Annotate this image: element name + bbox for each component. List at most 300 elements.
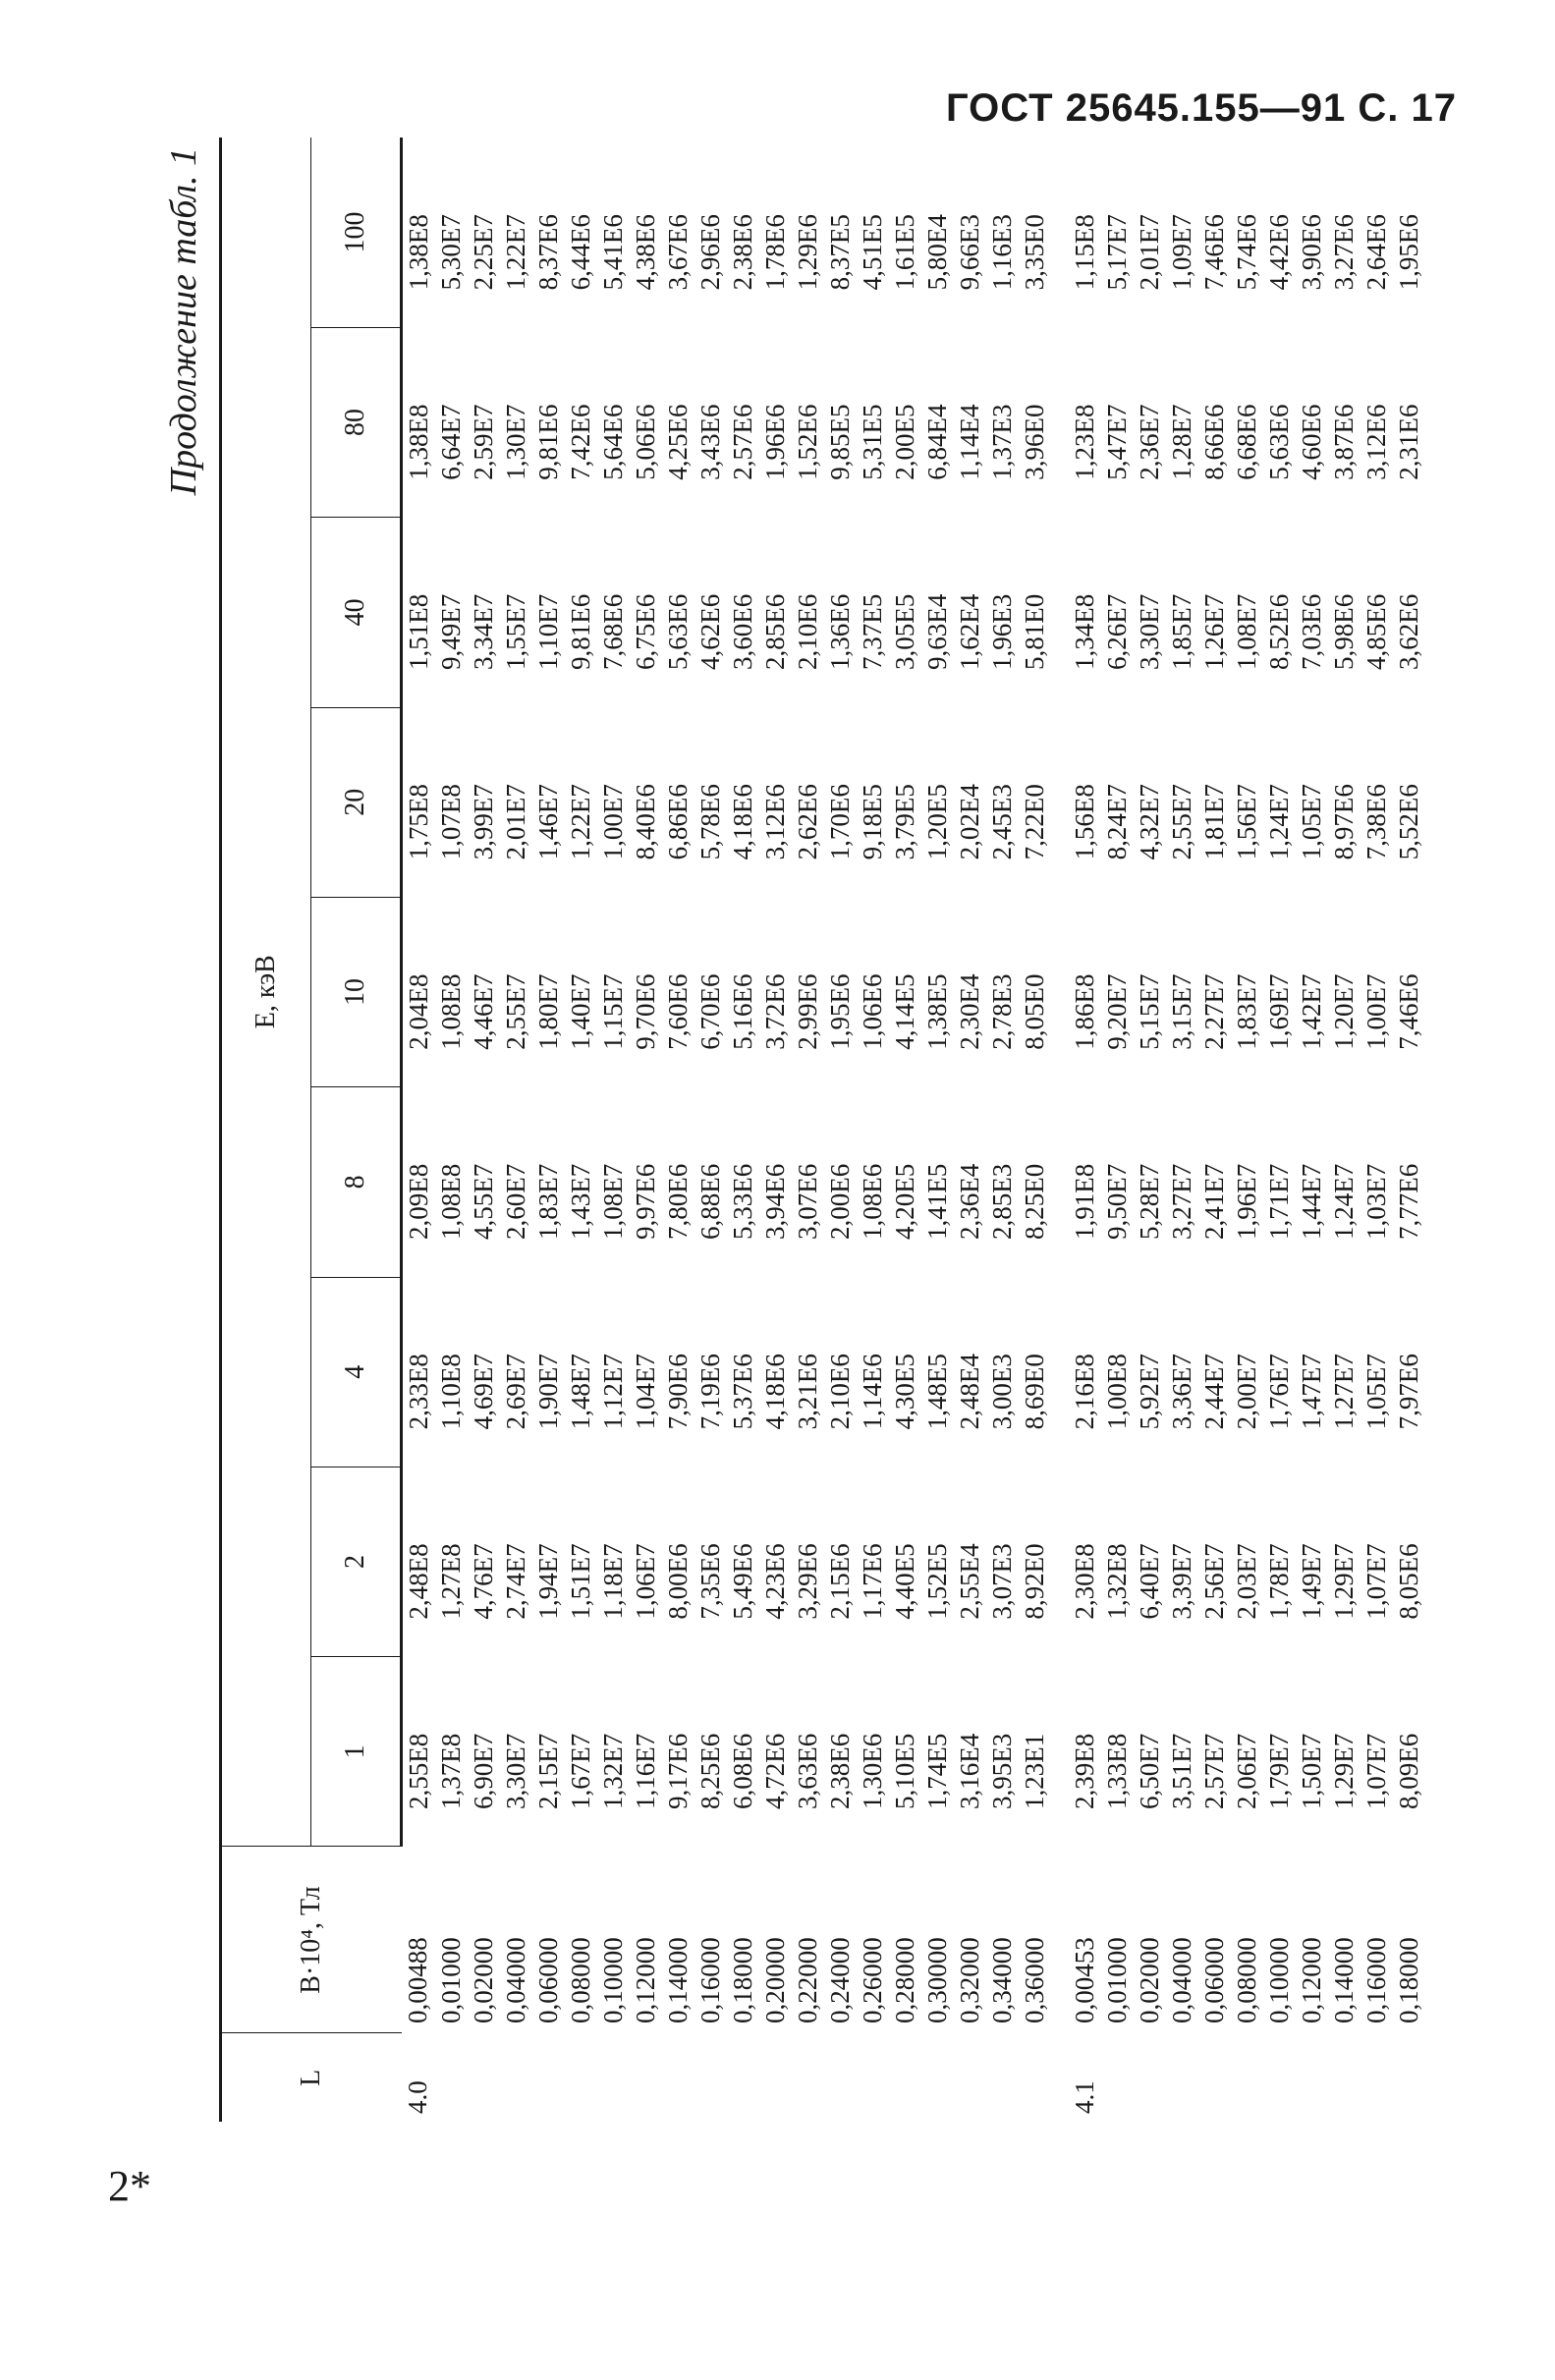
cell-value: 2,09E8 [404,1163,433,1241]
cell-value: 2,55E4 [955,1543,984,1620]
table-row [1361,138,1393,2122]
cell-value: 9,18E5 [858,784,887,860]
cell-value: 4,46E7 [469,973,498,1050]
cell-value: 1,20E7 [1329,973,1359,1050]
cell-value: 9,63E4 [922,593,952,671]
cell-l [759,2033,792,2122]
cell-value: 1,70E6 [825,784,855,860]
header-l: L [221,2033,402,2122]
cell-value: 1,43E7 [566,1163,595,1241]
cell-value: 1,05E7 [1361,1354,1391,1430]
cell-l [565,2033,597,2122]
cell-value: 1,96E7 [1232,1163,1261,1241]
header-energy: 40 [311,518,402,707]
cell-value: 2,44E7 [1199,1354,1229,1430]
cell-value: 1,07E8 [436,784,466,860]
cell-value: 5,15E7 [1135,973,1164,1050]
cell-l [597,2033,630,2122]
cell-value: 5,16E6 [728,973,757,1050]
cell-value: 1,23E8 [1070,404,1099,480]
cell-value: 1,76E7 [1264,1354,1294,1430]
cell-b: 0,22000 [793,1937,822,2023]
cell-value: 3,35E0 [1020,214,1049,291]
cell-b: 0,12000 [1297,1937,1326,2023]
cell-value: 1,41E5 [922,1163,952,1241]
cell-value: 1,29E6 [793,214,822,291]
cell-value: 1,56E7 [1232,784,1261,860]
cell-value: 2,36E7 [1135,404,1164,480]
cell-l [1393,2033,1425,2122]
table-row [759,138,792,2122]
cell-value: 8,97E6 [1329,784,1359,860]
cell-value: 3,27E7 [1167,1163,1196,1241]
cell-l [1361,2033,1393,2122]
header-energy: 2 [311,1467,402,1656]
cell-value: 4,69E7 [469,1354,498,1430]
cell-value: 6,70E6 [695,973,725,1050]
rotated-table-area [162,138,1459,2122]
cell-value: 1,20E5 [922,784,952,860]
cell-value: 2,38E6 [728,214,757,291]
cell-value: 1,15E8 [1070,214,1099,291]
cell-value: 3,16E4 [955,1733,984,1809]
cell-value: 3,05E5 [890,593,919,671]
cell-b: 0,30000 [922,1937,952,2023]
cell-value: 2,16E8 [1070,1354,1099,1430]
cell-l [1296,2033,1328,2122]
cell-b: 0,06000 [533,1937,563,2023]
cell-value: 1,46E7 [533,784,563,860]
cell-value: 2,30E4 [955,973,984,1050]
cell-value: 1,14E4 [955,404,984,480]
cell-value: 2,59E7 [469,404,498,480]
cell-value: 2,64E6 [1361,214,1391,291]
cell-value: 6,88E6 [695,1163,725,1241]
cell-value: 3,43E6 [695,404,725,480]
cell-value: 1,48E7 [566,1354,595,1430]
cell-value: 4,72E6 [760,1733,790,1809]
cell-value: 7,42E6 [566,404,595,480]
cell-value: 2,00E5 [890,404,919,480]
cell-value: 1,10E7 [533,593,563,671]
cell-value: 2,15E7 [533,1733,563,1809]
cell-b: 0,08000 [1232,1937,1261,2023]
cell-value: 1,62E4 [955,593,984,671]
cell-value: 2,48E4 [955,1354,984,1430]
table-row [1134,138,1166,2122]
cell-value: 1,32E7 [598,1733,628,1809]
cell-value: 4,42E6 [1264,214,1294,291]
cell-value: 3,07E6 [793,1163,822,1241]
cell-value: 4,62E6 [695,593,725,671]
cell-value: 1,96E6 [760,404,790,480]
cell-value: 5,52E6 [1394,784,1423,860]
cell-value: 5,06E6 [631,404,660,480]
cell-value: 7,68E6 [598,593,628,671]
cell-value: 1,56E8 [1070,784,1099,860]
cell-value: 1,18E7 [598,1543,628,1620]
cell-value: 5,64E6 [598,404,628,480]
cell-value: 1,83E7 [533,1163,563,1241]
header-energy: 100 [311,138,402,327]
cell-value: 1,49E7 [1297,1543,1326,1620]
cell-l [727,2033,759,2122]
cell-value: 5,47E7 [1102,404,1132,480]
cell-value: 6,08E6 [728,1733,757,1809]
header-energy: 10 [311,897,402,1086]
header-b: B·10⁴, Тл [221,1847,402,2033]
cell-value: 5,81E0 [1020,593,1049,671]
table-row [532,138,565,2122]
cell-l [532,2033,565,2122]
cell-b: 0,10000 [1264,1937,1294,2023]
cell-value: 5,63E6 [663,593,693,671]
cell-value: 2,99E6 [793,973,822,1050]
cell-value: 2,55E8 [404,1733,433,1809]
cell-value: 1,42E7 [1297,973,1326,1050]
cell-value: 3,21E6 [793,1354,822,1430]
cell-value: 2,01E7 [1135,214,1164,291]
table-row [500,138,532,2122]
cell-l [1263,2033,1296,2122]
cell-value: 3,39E7 [1167,1543,1196,1620]
cell-l [435,2033,468,2122]
cell-value: 4,38E6 [631,214,660,291]
cell-value: 1,51E8 [404,593,433,671]
cell-value: 1,50E7 [1297,1733,1326,1809]
cell-value: 1,47E7 [1297,1354,1326,1430]
cell-value: 8,52E6 [1264,593,1294,671]
cell-b: 0,06000 [1199,1937,1229,2023]
cell-value: 4,30E5 [890,1354,919,1430]
cell-value: 1,40E7 [566,973,595,1050]
cell-value: 8,05E0 [1020,973,1049,1050]
cell-l [630,2033,662,2122]
cell-value: 1,06E6 [858,973,887,1050]
cell-value: 2,60E7 [501,1163,530,1241]
cell-value: 1,33E8 [1102,1733,1132,1809]
cell-value: 5,92E7 [1135,1354,1164,1430]
header-energy: 1 [311,1657,402,1847]
cell-value: 1,12E7 [598,1354,628,1430]
cell-value: 4,25E6 [663,404,693,480]
cell-value: 9,50E7 [1102,1163,1132,1241]
cell-value: 1,69E7 [1264,973,1294,1050]
cell-value: 2,02E4 [955,784,984,860]
cell-l [1134,2033,1166,2122]
cell-value: 1,94E7 [533,1543,563,1620]
cell-l [986,2033,1019,2122]
cell-value: 5,49E6 [728,1543,757,1620]
cell-value: 5,10E5 [890,1733,919,1809]
cell-value: 8,40E6 [631,784,660,860]
cell-value: 3,99E7 [469,784,498,860]
cell-value: 1,07E7 [1361,1543,1391,1620]
cell-value: 2,39E8 [1070,1733,1099,1809]
cell-value: 1,83E7 [1232,973,1261,1050]
cell-value: 3,62E6 [1394,593,1423,671]
cell-value: 1,30E6 [858,1733,887,1809]
cell-value: 2,45E3 [987,784,1017,860]
cell-value: 5,28E7 [1135,1163,1164,1241]
cell-value: 7,03E6 [1297,593,1326,671]
cell-value: 1,00E8 [1102,1354,1132,1430]
cell-value: 1,75E8 [404,784,433,860]
cell-value: 9,70E6 [631,973,660,1050]
cell-value: 4,76E7 [469,1543,498,1620]
cell-value: 6,68E6 [1232,404,1261,480]
cell-value: 7,46E6 [1394,973,1423,1050]
cell-value: 9,66E3 [955,214,984,291]
cell-value: 1,22E7 [501,214,530,291]
cell-b: 0,16000 [695,1937,725,2023]
cell-b: 0,00453 [1070,1937,1099,2023]
cell-value: 1,36E6 [825,593,855,671]
cell-value: 7,38E6 [1361,784,1391,860]
cell-value: 3,15E7 [1167,973,1196,1050]
cell-value: 1,85E7 [1167,593,1196,671]
cell-value: 3,30E7 [501,1733,530,1809]
cell-value: 2,96E6 [695,214,725,291]
cell-value: 1,04E7 [631,1354,660,1430]
table-body [402,138,1426,2122]
cell-value: 1,86E8 [1070,973,1099,1050]
cell-value: 1,27E8 [436,1543,466,1620]
table-row [1101,138,1134,2122]
cell-value: 7,37E5 [858,593,887,671]
cell-value: 7,77E6 [1394,1163,1423,1241]
cell-value: 2,10E6 [825,1354,855,1430]
cell-value: 3,94E6 [760,1163,790,1241]
cell-b: 0,00488 [402,1937,432,2023]
table-row [986,138,1019,2122]
cell-value: 1,61E5 [890,214,919,291]
cell-value: 6,64E7 [436,404,466,480]
table-row [1393,138,1425,2122]
cell-value: 2,85E3 [987,1163,1017,1241]
table-row [694,138,727,2122]
cell-b: 0,26000 [858,1937,887,2023]
cell-value: 1,23E1 [1020,1733,1049,1809]
cell-value: 1,37E3 [987,404,1017,480]
cell-value: 1,16E7 [631,1733,660,1809]
cell-value: 2,25E7 [469,214,498,291]
table-row [921,138,954,2122]
cell-value: 2,15E6 [825,1543,855,1620]
cell-value: 2,74E7 [501,1543,530,1620]
cell-b: 0,16000 [1361,1937,1391,2023]
cell-value: 1,17E6 [858,1543,887,1620]
cell-value: 7,22E0 [1020,784,1049,860]
cell-value: 4,18E6 [760,1354,790,1430]
cell-value: 3,34E7 [469,593,498,671]
cell-b: 0,04000 [501,1937,530,2023]
cell-value: 2,41E7 [1199,1163,1229,1241]
cell-value: 7,60E6 [663,973,693,1050]
cell-value: 6,75E6 [631,593,660,671]
cell-value: 4,40E5 [890,1543,919,1620]
data-table [219,138,1425,2122]
header-energy: 8 [311,1087,402,1277]
cell-value: 1,08E6 [858,1163,887,1241]
cell-value: 3,90E6 [1297,214,1326,291]
cell-b: 0,01000 [436,1937,466,2023]
cell-l [1328,2033,1361,2122]
cell-value: 1,52E5 [922,1543,952,1620]
cell-value: 1,24E7 [1329,1163,1359,1241]
cell-value: 3,72E6 [760,973,790,1050]
cell-value: 5,74E6 [1232,214,1261,291]
cell-value: 3,30E7 [1135,593,1164,671]
cell-value: 3,36E7 [1167,1354,1196,1430]
cell-value: 2,57E7 [1199,1733,1229,1809]
table-row [889,138,921,2122]
cell-b: 0,18000 [728,1937,757,2023]
cell-value: 9,81E6 [533,404,563,480]
cell-value: 6,44E6 [566,214,595,291]
cell-value: 1,28E7 [1167,404,1196,480]
cell-value: 1,07E7 [1361,1733,1391,1809]
cell-value: 8,05E6 [1394,1543,1423,1620]
cell-value: 2,33E8 [404,1354,433,1430]
cell-value: 5,17E7 [1102,214,1132,291]
cell-value: 2,56E7 [1199,1543,1229,1620]
cell-l [824,2033,857,2122]
cell-value: 8,25E0 [1020,1163,1049,1241]
cell-value: 3,12E6 [1361,404,1391,480]
cell-value: 9,81E6 [566,593,595,671]
cell-value: 2,06E7 [1232,1733,1261,1809]
cell-value: 1,38E8 [404,404,433,480]
cell-value: 1,00E7 [598,784,628,860]
cell-b: 0,34000 [987,1937,1017,2023]
table-row [824,138,857,2122]
cell-l [694,2033,727,2122]
cell-value: 1,15E7 [598,973,628,1050]
cell-b: 0,02000 [469,1937,498,2023]
cell-value: 1,78E6 [760,214,790,291]
cell-value: 2,10E6 [793,593,822,671]
cell-value: 1,16E3 [987,214,1017,291]
cell-value: 2,55E7 [501,973,530,1050]
cell-b: 0,36000 [1020,1937,1049,2023]
cell-value: 2,85E6 [760,593,790,671]
cell-value: 4,51E5 [858,214,887,291]
cell-value: 8,00E6 [663,1543,693,1620]
cell-value: 1,09E7 [1167,214,1196,291]
cell-value: 4,32E7 [1135,784,1164,860]
cell-value: 1,27E7 [1329,1354,1359,1430]
cell-value: 8,24E7 [1102,784,1132,860]
cell-value: 2,78E3 [987,973,1017,1050]
cell-b: 0,14000 [1329,1937,1359,2023]
cell-value: 3,27E6 [1329,214,1359,291]
cell-value: 1,03E7 [1361,1163,1391,1241]
header-energy: 4 [311,1277,402,1467]
cell-value: 1,34E8 [1070,593,1099,671]
cell-value: 3,63E6 [793,1733,822,1809]
cell-value: 1,79E7 [1264,1733,1294,1809]
cell-value: 1,37E8 [436,1733,466,1809]
cell-value: 2,27E7 [1199,973,1229,1050]
cell-value: 4,85E6 [1361,593,1391,671]
cell-value: 9,85E5 [825,404,855,480]
cell-b: 0,14000 [663,1937,693,2023]
table-row [792,138,824,2122]
table-row [1328,138,1361,2122]
cell-value: 1,30E7 [501,404,530,480]
cell-b: 0,01000 [1102,1937,1132,2023]
cell-value: 6,84E4 [922,404,952,480]
cell-value: 5,63E6 [1264,404,1294,480]
cell-value: 3,29E6 [793,1543,822,1620]
cell-value: 4,20E5 [890,1163,919,1241]
cell-l: 4.1 [1070,2080,1099,2114]
cell-value: 3,00E3 [987,1354,1017,1430]
cell-value: 3,12E6 [760,784,790,860]
cell-value: 6,90E7 [469,1733,498,1809]
cell-value: 1,78E7 [1264,1543,1294,1620]
cell-value: 6,26E7 [1102,593,1132,671]
cell-value: 6,86E6 [663,784,693,860]
table-caption: Продолжение табл. 1 [163,147,204,496]
cell-l [468,2033,500,2122]
cell-value: 8,66E6 [1199,404,1229,480]
cell-value: 7,19E6 [695,1354,725,1430]
cell-value: 8,92E0 [1020,1543,1049,1620]
cell-value: 2,48E8 [404,1543,433,1620]
cell-value: 1,90E7 [533,1354,563,1430]
cell-value: 7,90E6 [663,1354,693,1430]
cell-value: 3,51E7 [1167,1733,1196,1809]
cell-l [921,2033,954,2122]
cell-l [1019,2033,1051,2122]
cell-value: 2,62E6 [793,784,822,860]
cell-b: 0,18000 [1394,1937,1423,2023]
cell-value: 1,52E6 [793,404,822,480]
cell-b: 0,32000 [955,1937,984,2023]
cell-value: 1,96E3 [987,593,1017,671]
cell-b: 0,12000 [631,1937,660,2023]
cell-value: 4,55E7 [469,1163,498,1241]
cell-l [500,2033,532,2122]
cell-l [1198,2033,1231,2122]
cell-value: 9,97E6 [631,1163,660,1241]
cell-value: 3,79E5 [890,784,919,860]
cell-l [1166,2033,1198,2122]
cell-value: 2,38E6 [825,1733,855,1809]
cell-value: 3,67E6 [663,214,693,291]
cell-value: 1,44E7 [1297,1163,1326,1241]
cell-l: 4.0 [402,2080,432,2114]
cell-value: 6,50E7 [1135,1733,1164,1809]
cell-value: 3,60E6 [728,593,757,671]
cell-value: 1,26E7 [1199,593,1229,671]
table-row [1019,138,1051,2122]
cell-value: 1,08E7 [598,1163,628,1241]
cell-value: 4,18E6 [728,784,757,860]
cell-value: 4,60E6 [1297,404,1326,480]
cell-value: 2,00E6 [825,1163,855,1241]
cell-value: 1,51E7 [566,1543,595,1620]
cell-value: 2,00E7 [1232,1354,1261,1430]
cell-value: 9,20E7 [1102,973,1132,1050]
cell-value: 2,55E7 [1167,784,1196,860]
cell-value: 1,91E8 [1070,1163,1099,1241]
cell-value: 5,98E6 [1329,593,1359,671]
cell-value: 3,87E6 [1329,404,1359,480]
cell-b: 0,08000 [566,1937,595,2023]
